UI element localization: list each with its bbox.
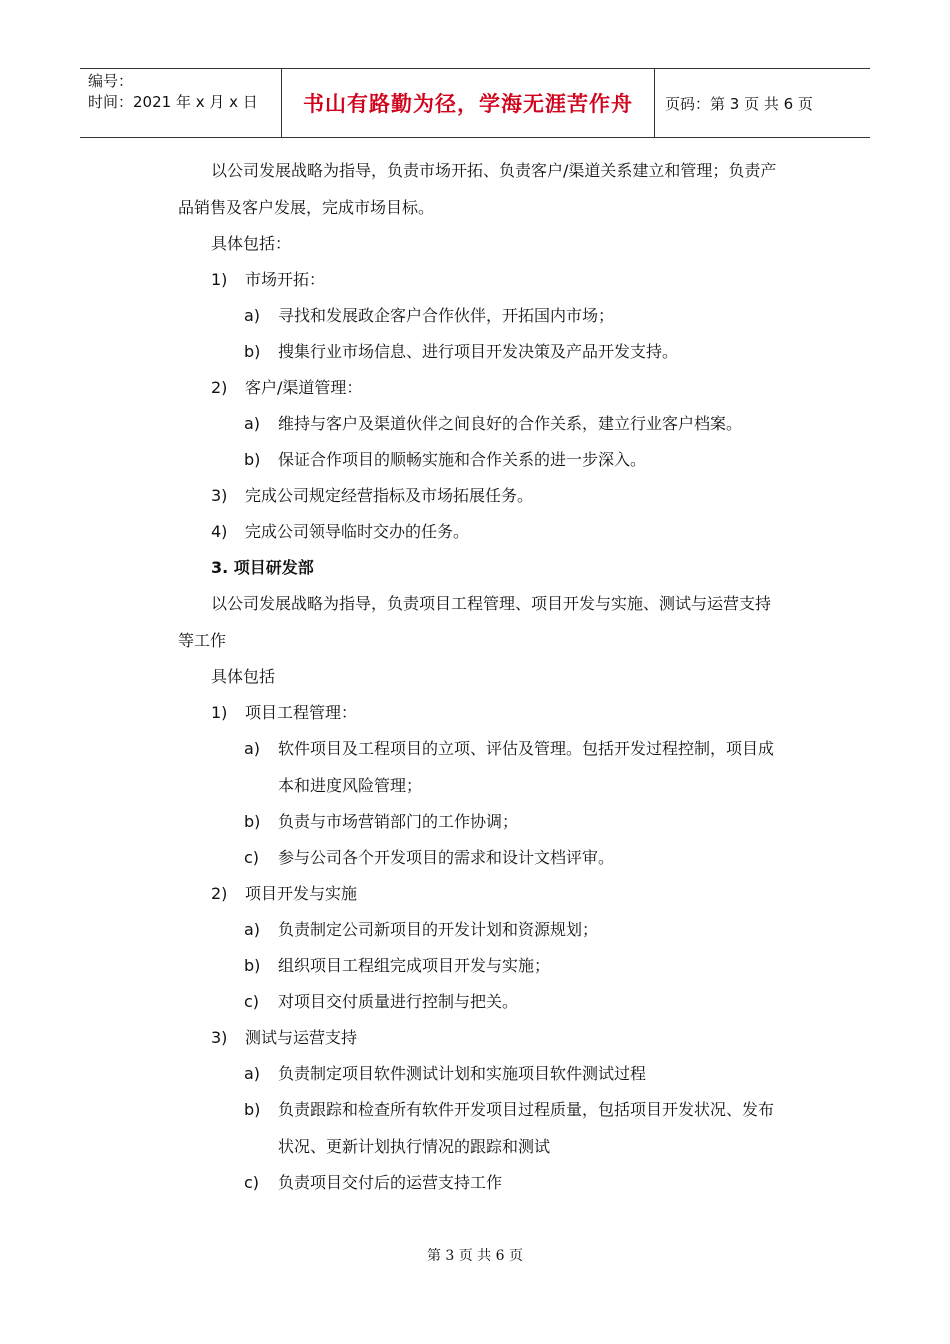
sub-list-letter: b)	[244, 812, 261, 831]
sub-list-letter: a)	[244, 1064, 261, 1083]
detail-label: 具体包括：	[211, 234, 292, 253]
list-item: 完成公司规定经营指标及市场拓展任务。	[245, 486, 534, 505]
sub-list-item: 负责跟踪和检查所有软件开发项目过程质量，包括项目开发状况、发布	[278, 1100, 775, 1119]
sub-list-item-continued: 本和进度风险管理；	[278, 776, 423, 795]
header-divider	[654, 69, 655, 137]
header-meta	[88, 71, 258, 113]
header-page-info: 页码：第 3 页 共 6 页	[665, 95, 813, 113]
sub-list-letter: a)	[244, 414, 261, 433]
sub-list-letter: a)	[244, 306, 261, 325]
page-header	[80, 68, 870, 138]
sub-list-letter: b)	[244, 1100, 261, 1119]
detail-label: 具体包括	[211, 667, 276, 686]
sub-list-letter: a)	[244, 920, 261, 939]
sub-list-item: 保证合作项目的顺畅实施和合作关系的进一步深入。	[278, 450, 647, 469]
sub-list-letter: c)	[244, 992, 260, 1011]
sub-list-item: 负责制定公司新项目的开发计划和资源规划；	[278, 920, 599, 939]
sub-list-item: 维持与客户及渠道伙伴之间良好的合作关系，建立行业客户档案。	[278, 414, 743, 433]
sub-list-item: 软件项目及工程项目的立项、评估及管理。包括开发过程控制，项目成	[278, 739, 775, 758]
paragraph-line: 以公司发展战略为指导，负责市场开拓、负责客户/渠道关系建立和管理；负责产	[211, 161, 777, 180]
sub-list-item: 负责项目交付后的运营支持工作	[278, 1173, 503, 1192]
paragraph-line: 等工作	[178, 631, 227, 650]
list-number: 1)	[211, 270, 228, 289]
paragraph-line: 以公司发展战略为指导，负责项目工程管理、项目开发与实施、测试与运营支持	[211, 594, 772, 613]
sub-list-item: 组织项目工程组完成项目开发与实施；	[278, 956, 551, 975]
list-number: 2)	[211, 378, 228, 397]
sub-list-item: 负责制定项目软件测试计划和实施项目软件测试过程	[278, 1064, 647, 1083]
number-label: 编号：	[88, 72, 134, 90]
list-item: 项目工程管理：	[245, 703, 358, 722]
list-item: 项目开发与实施	[245, 884, 358, 903]
list-item: 客户/渠道管理：	[245, 378, 363, 397]
sub-list-item-continued: 状况、更新计划执行情况的跟踪和测试	[278, 1137, 551, 1156]
page-footer: 第 3 页 共 6 页	[426, 1248, 524, 1264]
sub-list-letter: b)	[244, 342, 261, 361]
list-number: 1)	[211, 703, 228, 722]
sub-list-letter: a)	[244, 739, 261, 758]
sub-list-item: 搜集行业市场信息、进行项目开发决策及产品开发支持。	[278, 342, 679, 361]
list-number: 3)	[211, 1028, 228, 1047]
list-item: 市场开拓：	[245, 270, 326, 289]
sub-list-letter: b)	[244, 450, 261, 469]
list-item: 完成公司领导临时交办的任务。	[245, 522, 470, 541]
list-number: 4)	[211, 522, 228, 541]
sub-list-item: 寻找和发展政企客户合作伙伴，开拓国内市场；	[278, 306, 615, 325]
header-motto: 书山有路勤为径，学海无涯苦作舟	[303, 91, 633, 116]
list-number: 3)	[211, 486, 228, 505]
sub-list-item: 对项目交付质量进行控制与把关。	[278, 992, 519, 1011]
paragraph-line: 品销售及客户发展，完成市场目标。	[178, 198, 435, 217]
sub-list-letter: b)	[244, 956, 261, 975]
date-label: 时间：2021 年 x 月 x 日	[88, 93, 258, 111]
sub-list-item: 负责与市场营销部门的工作协调；	[278, 812, 519, 831]
list-item: 测试与运营支持	[245, 1028, 358, 1047]
list-number: 2)	[211, 884, 228, 903]
sub-list-item: 参与公司各个开发项目的需求和设计文档评审。	[278, 848, 615, 867]
sub-list-letter: c)	[244, 848, 260, 867]
sub-list-letter: c)	[244, 1173, 260, 1192]
section-heading: 3. 项目研发部	[211, 558, 314, 577]
